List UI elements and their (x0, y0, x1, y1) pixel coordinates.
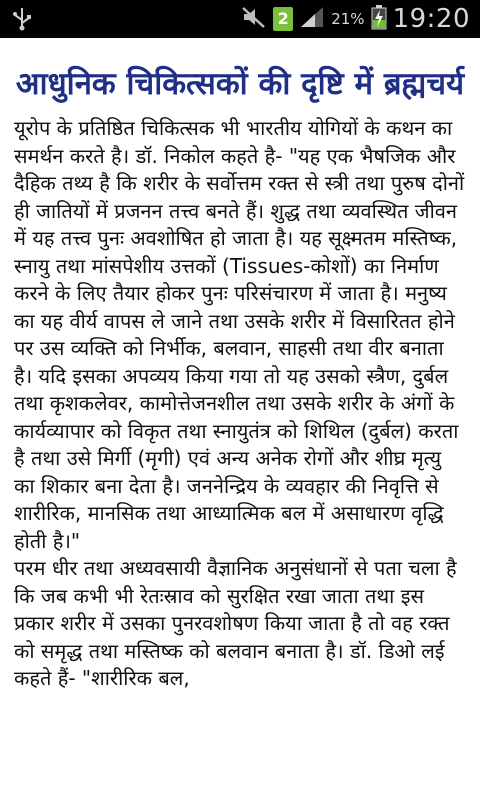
usb-icon (10, 6, 36, 32)
article-title: आधुनिक चिकित्सकों की दृष्टि में ब्रह्मचर्य (15, 66, 465, 102)
article-paragraph: परम धीर तथा अध्यवसायी वैज्ञानिक अनुसंधानों से पता चला है कि जब कभी भी रेतःस्राव को सुरक्षित रखा जाता तथा इस प्रकार शरीर में उसका पुनरवशोषण किया जाता है तो वह रक्त को समृद्ध तथा मस्तिष्क को बलवान बनाता है। डॉ. डिओ लई कहते हैं- "शारीरिक बल, (14, 556, 457, 690)
battery-charging-icon (371, 4, 387, 34)
article-paragraph: यूरोप के प्रतिष्ठित चिकित्सक भी भारतीय योगियों के कथन का समर्थन करते है। डॉ. निकोल कहते है- "यह एक भैषजिक और दैहिक तथ्य है कि शरीर के सर्वोत्तम रक्त से स्त्री तथा पुरुष दोनों ही जातियों में प्रजनन तत्त्व बनते हैं। शुद्ध तथा व्यवस्थित जीवन में यह तत्त्व पुनः अवशोषित हो जाता है। यह सूक्ष्मतम मस्तिष्क, स्नायु तथा मांसपेशीय उत्तकों (Tissues-कोशों) का निर्माण करने के लिए तैयार होकर पुनः परिसंचारण में जाता है। मनुष्य का यह वीर्य वापस ले जाने तथा उसके शरीर में विसारितत होने पर उस व्यक्ति को निर्भीक, बलवान, साहसी तथा वीर बनाता है। यदि इसका अपव्यय किया गया तो यह उसको स्त्रैण, दुर्बल तथा कृशकलेवर, कामोत्तेजनशील तथा उसके शरीर के अंगों के कार्यव्यापार को विकृत तथा स्नायुतंत्र को शिथिल (दुर्बल) करता है तथा उसे मिर्गी (मृगी) एवं अन्य अनेक रोगों और शीघ्र मृत्यु का शिकार बना देता है। जननेन्द्रिय के व्यवहार की निवृत्ति से शारीरिक, मानसिक तथा आध्यात्मिक बल में असाधारण वृद्धि होती है।" (14, 116, 465, 553)
signal-icon (299, 5, 325, 33)
notification-badge: 2 (273, 7, 293, 31)
clock: 19:20 (392, 4, 470, 34)
article-view[interactable] (0, 38, 480, 800)
battery-percent: 21% (331, 10, 365, 28)
mute-icon (241, 5, 267, 33)
status-bar (0, 0, 480, 38)
